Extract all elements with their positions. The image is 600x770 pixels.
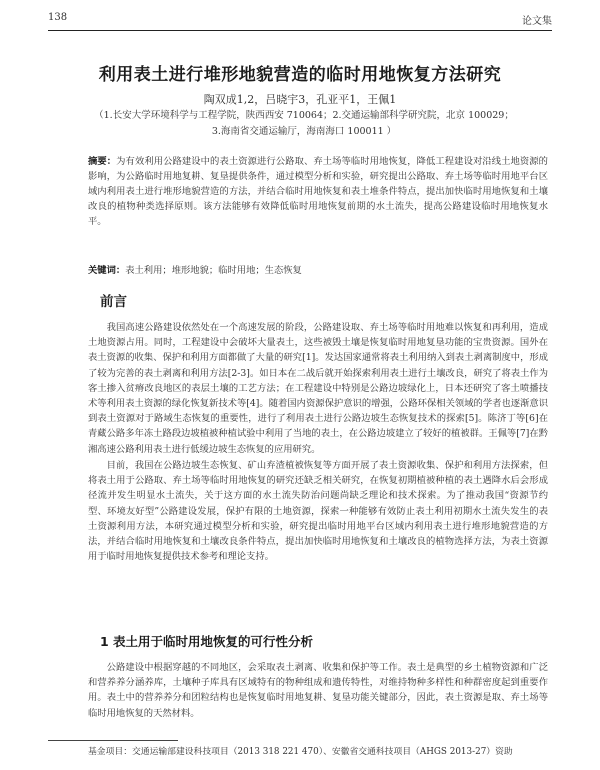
section-1-paragraph: 公路建设中根据穿越的不同地区，会采取表土剥离、收集和保护等工作。表土是典型的乡土植物资源和广泛和营养养分涵养库，土壤种子库具有区域特有的物种组成和遗传特性，对维持物种多样性和种群密度起到重要作用。表土中的营养养分和团粒结构也是恢复临时用地复耕、复垦功能关键部分，因此，表土资源是取、弃土场等临时用地恢复的天然材料。 <box>88 662 548 719</box>
abstract-label: 摘要： <box>88 156 117 167</box>
affiliations <box>56 108 552 140</box>
page-number: 138 <box>48 12 68 23</box>
section-1-heading: 1 表土用于临时用地恢复的可行性分析 <box>100 634 314 649</box>
header-rule <box>48 30 552 31</box>
section-label: 论文集 <box>522 16 552 27</box>
keywords-label: 关键词： <box>88 265 126 276</box>
paper-title: 利用表土进行堆形地貌营造的临时用地恢复方法研究 <box>98 65 502 85</box>
affiliation-line-2: 3.海南省交通运输厅，海南海口 100011 ） <box>211 126 397 137</box>
funding-footnote: 基金项目：交通运输部建设科技项目（2013 318 221 470）、安徽省交通科技项目（AHGS 2013-27）资助 <box>88 747 513 757</box>
keywords <box>88 263 548 278</box>
abstract-text: 为有效利用公路建设中的表土资源进行公路取、弃土场等临时用地恢复，降低工程建设对沿线土地资源的影响，为公路临时用地复耕、复垦提供条件，通过模型分析和实验，研究提出公路取、弃土场等临时用地平台区域内利用表土进行堆形地貌营造的方法，并结合临时用地恢复和表土堆条件特点，提出加快临时用地恢复和土壤改良的植物种类选择原则。该方法能够有效降低临时用地恢复前期的水土流失，提高公路建设临时用地恢复水平。 <box>88 156 548 228</box>
intro-paragraph-2: 目前，我国在公路边坡生态恢复、矿山弃渣植被恢复等方面开展了表土资源收集、保护和利用方法探索，但将表土用于公路取、弃土场等临时用地恢复的研究还缺乏相关研究，在恢复初期植被种植的表土遇降水后会形成径流并发生明显水土流失，关于这方面的水土流失防治问题尚缺乏理论和技术探索。为了推动我国“资源节约型、环境友好型”公路建设发展，保护有限的土地资源，探索一种能够有效防止表土利用初期水土流失发生的表土资源利用方法，本研究通过模型分析和实验，研究提出临时用地平台区域内利用表土进行堆形地貌营造的方法，并结合临时用地恢复和土壤改良条件特点，提出加快临时用地恢复和土壤改良的植物选择方法，为表土资源用于临时用地恢复提供技术参考和理论支持。 <box>88 460 548 563</box>
keywords-text: 表土利用；堆形地貌；临时用地；生态恢复 <box>125 265 302 276</box>
running-header <box>48 12 552 30</box>
authors: 陶双成1,2，吕晓宇3，孔亚平1，王佩1 <box>203 93 397 106</box>
intro-heading: 前言 <box>100 294 127 310</box>
affiliation-line-1: （1.长安大学环境科学与工程学院，陕西西安 710064；2.交通运输部科学研究院，北京 100029； <box>94 110 514 121</box>
abstract <box>88 154 548 229</box>
intro-paragraph-1: 我国高速公路建设依然处在一个高速发展的阶段，公路建设取、弃土场等临时用地难以恢复和再利用，造成土地资源占用。同时，工程建设中会破坏大量表土，这些被毁土壤是恢复临时用地复垦功能的宝贵资源。国外在表土资源的收集、保护和利用方面都做了大量的研究[1]。发达国家通常将表土利用纳入到表土剥离制度中，形成了较为完善的表土剥离和利用方法[2-3]。如日本在二战后就开始探索利用表土进行土壤改良，研究了将表土作为客土掺入贫瘠改良地区的表层土壤的工艺方法；在工程建设中特别是公路边坡绿化上，日本还研究了客土喷播技术等利用表土资源的绿化恢复新技术等[4]。随着国内资源保护意识的增强，公路环保相关领域的学者也逐渐意识到表土资源对于路域生态恢复的重要性，进行了利用表土进行公路边坡生态恢复技术的探索[5]。陈济丁等[6]在青藏公路多年冻土路段边坡植被种植试验中利用了当地的表土，在公路边坡建立了较好的植被群。王佩等[7]在黔湘高速公路利用表土进行低缓边坡生态恢复的应用研究。 <box>88 322 548 455</box>
footnote-rule <box>48 740 178 741</box>
